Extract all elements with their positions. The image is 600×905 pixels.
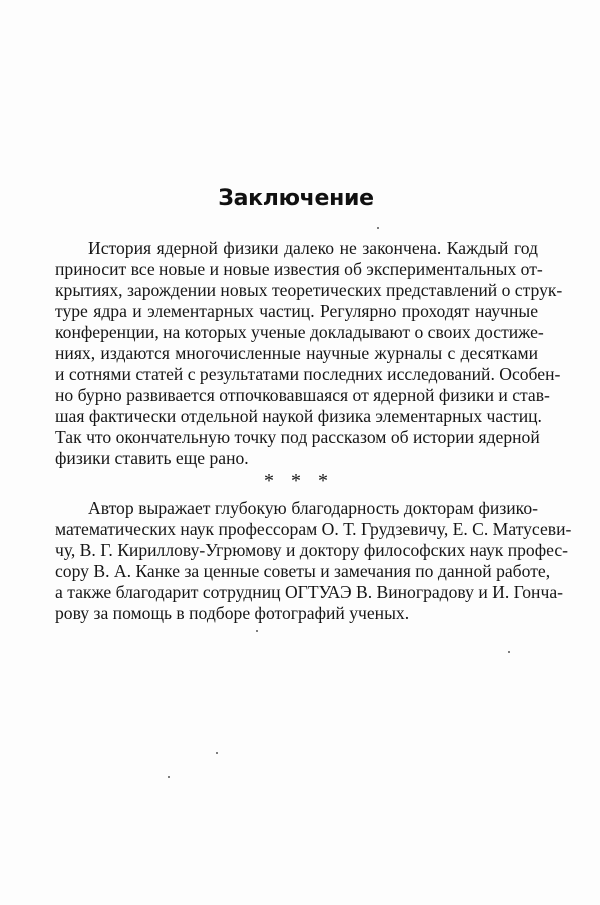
scan-speck [168,776,170,778]
text-line: туре ядра и элементарных частиц. Регулярно проходят научные [55,301,538,321]
section-separator: * * * [264,470,328,492]
scan-speck [216,752,218,754]
text-line: приносит все новые и новые известия об экспериментальных от- [55,259,543,279]
scan-speck [508,651,510,653]
text-line: физики ставить еще рано. [55,448,249,468]
text-line: и сотнями статей с результатами последних исследований. Особен- [55,364,561,384]
text-line: крытиях, зарождении новых теоретических представлений о струк- [55,280,563,300]
paragraph-acknowledgements [55,498,572,624]
text-line: шая фактически отдельной наукой физика элементарных частиц. [55,406,542,426]
text-line: Так что окончательную точку под рассказом об истории ядерной [55,427,540,447]
text-line: но бурно развивается отпочковавшаяся от ядерной физики и став- [55,385,550,405]
text-line: а также благодарит сотрудниц ОГТУАЭ В. Виноградову и И. Гонча- [55,582,563,602]
text-line: История ядерной физики далеко не закончена. Каждый год [88,238,538,258]
text-line: конференции, на которых ученые докладывают о своих достиже- [55,322,544,342]
paragraph-conclusion [55,238,563,469]
text-line: ниях, издаются многочисленные научные журналы с десятками [55,343,538,363]
text-line: Автор выражает глубокую благодарность докторам физико- [88,498,538,518]
chapter-title: Заключение [218,186,374,211]
scan-speck [377,227,379,229]
text-line: рову за помощь в подборе фотографий ученых. [55,603,410,623]
text-line: чу, В. Г. Кириллову-Угрюмову и доктору философских наук профес- [55,540,569,560]
text-line: математических наук профессорам О. Т. Грудзевичу, Е. С. Матусеви- [55,519,572,539]
text-line: сору В. А. Канке за ценные советы и замечания по данной работе, [55,561,551,581]
scan-speck [256,630,258,632]
